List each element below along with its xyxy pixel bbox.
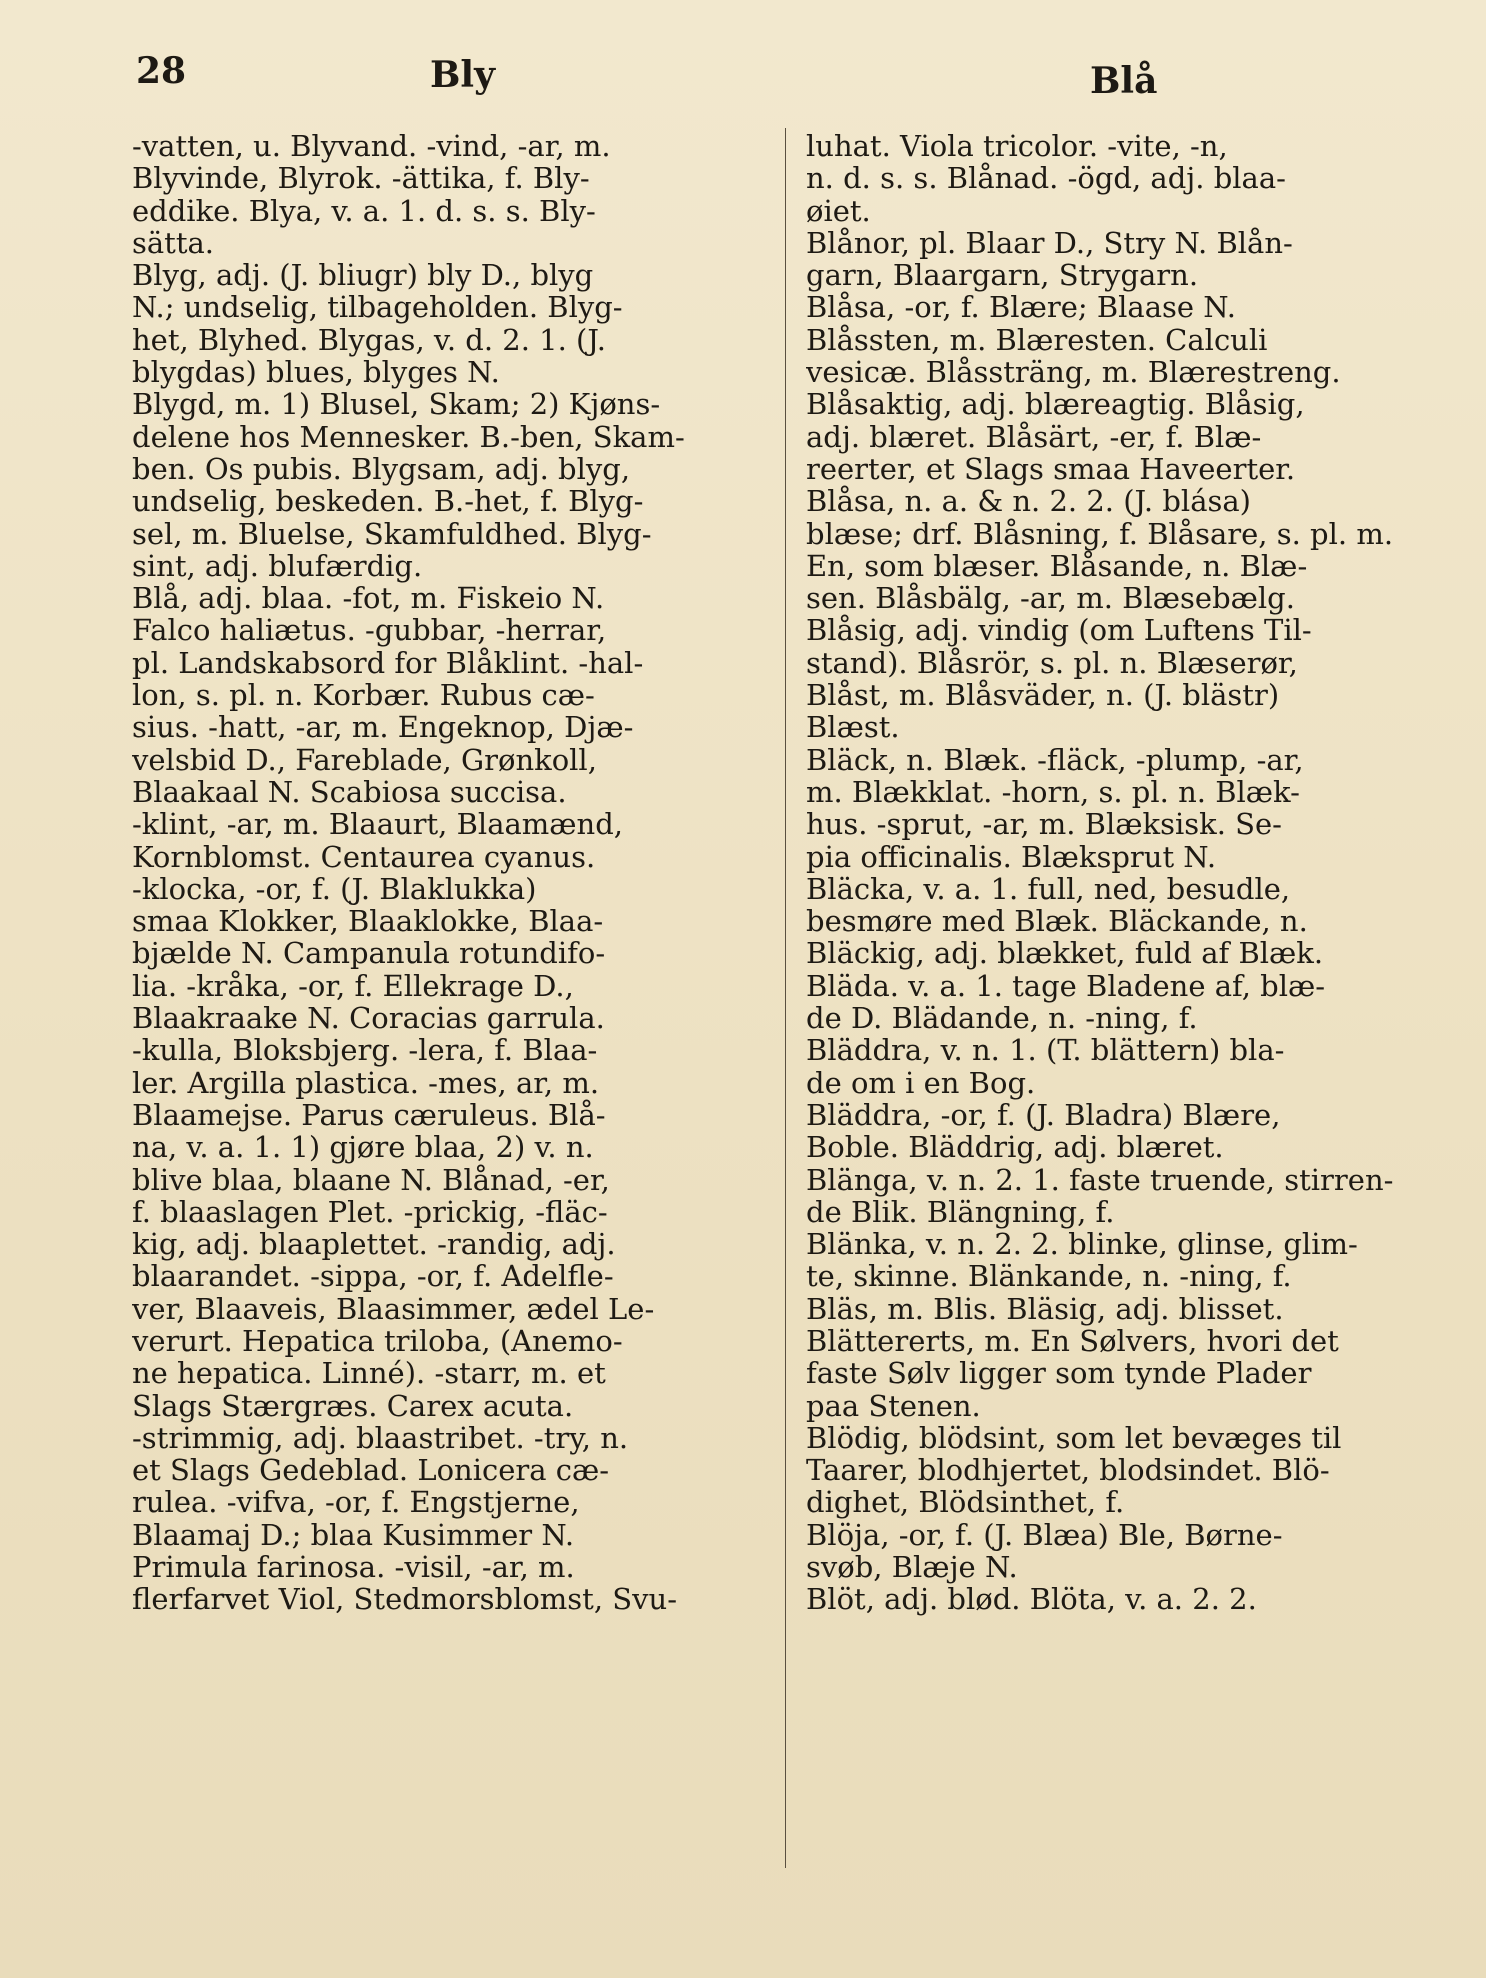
entry-line: Blänga, v. n. 2. 1. faste truende, stirren- [806, 1162, 1394, 1197]
entry-line: Bläddra, -or, f. (J. Bladra) Blære, [806, 1097, 1281, 1132]
entry-line: n. d. s. s. Blånad. -ögd, adj. blaa- [806, 161, 1286, 196]
entry-line: lon, s. pl. n. Korbær. Rubus cæ- [132, 678, 595, 713]
entry-line: sius. -hatt, -ar, m. Engeknop, Djæ- [132, 710, 634, 745]
entry-line: -klint, -ar, m. Blaaurt, Blaamænd, [132, 807, 624, 842]
entry-line: Blåsa, -or, f. Blære; Blaase N. [806, 290, 1237, 325]
entry-line: lia. -kråka, -or, f. Ellekrage D., [132, 968, 574, 1003]
entry-line: -kulla, Bloksbjerg. -lera, f. Blaa- [132, 1033, 598, 1068]
entry-line: faste Sølv ligger som tynde Plader [806, 1356, 1312, 1391]
left-column [132, 130, 768, 1616]
entry-line: delene hos Mennesker. B.-ben, Skam- [132, 419, 685, 454]
entry-line: luhat. Viola tricolor. -vite, -n, [806, 130, 1228, 163]
entry-line: sen. Blåsbälg, -ar, m. Blæsebælg. [806, 581, 1295, 616]
entry-line: hus. -sprut, -ar, m. Blæksisk. Se- [806, 807, 1282, 842]
entry-line: blive blaa, blaane N. Blånad, -er, [132, 1162, 610, 1197]
entry-line: Taarer, blodhjertet, blodsindet. Blö- [806, 1453, 1330, 1488]
entry-line: f. blaaslagen Plet. -prickig, -fläc- [132, 1194, 608, 1229]
entry-line: te, skinne. Blänkande, n. -ning, f. [806, 1259, 1292, 1294]
entry-line: -klocka, -or, f. (J. Blaklukka) [132, 871, 537, 906]
entry-line: Blaakraake N. Coracias garrula. [132, 1001, 605, 1036]
entry-line: -strimmig, adj. blaastribet. -try, n. [132, 1420, 629, 1455]
entry-line: sint, adj. blufærdig. [132, 548, 423, 583]
entry-line: na, v. a. 1. 1) gjøre blaa, 2) v. n. [132, 1130, 594, 1165]
entry-line: Blänka, v. n. 2. 2. blinke, glinse, glim- [806, 1227, 1358, 1262]
entry-line: pl. Landskabsord for Blåklint. -hal- [132, 645, 644, 680]
entry-line: garn, Blaargarn, Strygarn. [806, 258, 1199, 293]
entry-line: blygdas) blues, blyges N. [132, 355, 500, 390]
entry-line: Blæst. [806, 710, 900, 745]
entry-line: Bläck, n. Blæk. -fläck, -plump, -ar, [806, 742, 1304, 777]
entry-line: Blöt, adj. blød. Blöta, v. a. 2. 2. [806, 1582, 1257, 1616]
entry-line: En, som blæser. Blåsande, n. Blæ- [806, 548, 1308, 583]
entry-line: et Slags Gedeblad. Lonicera cæ- [132, 1453, 610, 1488]
entry-line: Blaamejse. Parus cæruleus. Blå- [132, 1097, 606, 1132]
entry-line: Kornblomst. Centaurea cyanus. [132, 839, 596, 874]
entry-line: sel, m. Bluelse, Skamfuldhed. Blyg- [132, 516, 652, 551]
entry-line: ver, Blaaveis, Blaasimmer, ædel Le- [132, 1291, 655, 1326]
entry-line: het, Blyhed. Blygas, v. d. 2. 1. (J. [132, 322, 606, 357]
entry-line: blaarandet. -sippa, -or, f. Adelfle- [132, 1259, 614, 1294]
entry-line: Blåst, m. Blåsväder, n. (J. blästr) [806, 678, 1280, 713]
entry-line: undselig, beskeden. B.-het, f. Blyg- [132, 484, 644, 519]
entry-line: -vatten, u. Blyvand. -vind, -ar, m. [132, 130, 611, 163]
entry-line: adj. blæret. Blåsärt, -er, f. Blæ- [806, 419, 1262, 454]
entry-line: Blöja, -or, f. (J. Blæa) Ble, Børne- [806, 1517, 1283, 1552]
entry-line: stand). Blåsrör, s. pl. n. Blæserør, [806, 645, 1298, 680]
entry-line: de om i en Bog. [806, 1065, 1036, 1100]
entry-line: svøb, Blæje N. [806, 1550, 1018, 1585]
entry-line: Blödig, blödsint, som let bevæges til [806, 1420, 1342, 1455]
entry-line: Primula farinosa. -visil, -ar, m. [132, 1550, 575, 1585]
entry-line: Blaamaj D.; blaa Kusimmer N. [132, 1517, 575, 1552]
entry-line: Blånor, pl. Blaar D., Stry N. Blån- [806, 225, 1293, 260]
entry-line: paa Stenen. [806, 1388, 981, 1423]
entry-line: kig, adj. blaaplettet. -randig, adj. [132, 1227, 616, 1262]
entry-line: øiet. [806, 193, 871, 228]
entry-line: Bläcka, v. a. 1. full, ned, besudle, [806, 871, 1291, 906]
entry-line: dighet, Blödsinthet, f. [806, 1485, 1125, 1520]
entry-line: Blåsaktig, adj. blæreagtig. Blåsig, [806, 387, 1305, 422]
entry-line: ben. Os pubis. Blygsam, adj. blyg, [132, 451, 631, 486]
entry-line: Falco haliætus. -gubbar, -herrar, [132, 613, 607, 648]
entry-line: N.; undselig, tilbageholden. Blyg- [132, 290, 623, 325]
left-running-head: Bly [430, 54, 496, 96]
entry-line: verurt. Hepatica triloba, (Anemo- [132, 1323, 623, 1358]
entry-line: Blå, adj. blaa. -fot, m. Fiskeio N. [132, 581, 605, 616]
entry-line: Bläs, m. Blis. Bläsig, adj. blisset. [806, 1291, 1284, 1326]
entry-line: Blaakaal N. Scabiosa succisa. [132, 774, 567, 809]
entry-line: rulea. -vifva, -or, f. Engstjerne, [132, 1485, 580, 1520]
entry-line: bjælde N. Campanula rotundifo- [132, 936, 606, 971]
entry-line: sätta. [132, 225, 214, 260]
page-header [0, 50, 1486, 110]
entry-line: Blyvinde, Blyrok. -ättika, f. Bly- [132, 161, 590, 196]
entry-line: vesicæ. Blåssträng, m. Blærestreng. [806, 355, 1341, 390]
column-divider [785, 128, 786, 1868]
entry-line: velsbid D., Fareblade, Grønkoll, [132, 742, 597, 777]
entry-line: Bläckig, adj. blækket, fuld af Blæk. [806, 936, 1324, 971]
entry-line: eddike. Blya, v. a. 1. d. s. s. Bly- [132, 193, 596, 228]
entry-line: pia officinalis. Blæksprut N. [806, 839, 1217, 874]
entry-line: Blyg, adj. (J. bliugr) bly D., blyg [132, 258, 594, 293]
entry-line: m. Blækklat. -horn, s. pl. n. Blæk- [806, 774, 1300, 809]
page-number: 28 [136, 50, 187, 92]
entry-line: reerter, et Slags smaa Haveerter. [806, 451, 1296, 486]
entry-line: Slags Stærgræs. Carex acuta. [132, 1388, 574, 1423]
right-column [806, 130, 1436, 1616]
entry-line: flerfarvet Viol, Stedmorsblomst, Svu- [132, 1582, 677, 1616]
entry-line: Blättererts, m. En Sølvers, hvori det [806, 1323, 1339, 1358]
entry-line: ler. Argilla plastica. -mes, ar, m. [132, 1065, 600, 1100]
entry-line: smaa Klokker, Blaaklokke, Blaa- [132, 904, 604, 939]
entry-line: Boble. Bläddrig, adj. blæret. [806, 1130, 1224, 1165]
entry-line: blæse; drf. Blåsning, f. Blåsare, s. pl. m. [806, 516, 1394, 551]
entry-line: ne hepatica. Linné). -starr, m. et [132, 1356, 606, 1391]
entry-line: besmøre med Blæk. Bläckande, n. [806, 904, 1308, 939]
entry-line: Bläddra, v. n. 1. (T. blättern) bla- [806, 1033, 1285, 1068]
entry-line: Blygd, m. 1) Blusel, Skam; 2) Kjøns- [132, 387, 661, 422]
entry-line: Blåsig, adj. vindig (om Luftens Til- [806, 613, 1312, 648]
entry-line: Bläda. v. a. 1. tage Bladene af, blæ- [806, 968, 1326, 1003]
entry-line: Blåsa, n. a. & n. 2. 2. (J. blása) [806, 484, 1251, 519]
entry-line: de D. Blädande, n. -ning, f. [806, 1001, 1198, 1036]
entry-line: Blåssten, m. Blæresten. Calculi [806, 322, 1268, 357]
right-running-head: Blå [1090, 60, 1158, 102]
entry-line: de Blik. Blängning, f. [806, 1194, 1115, 1229]
